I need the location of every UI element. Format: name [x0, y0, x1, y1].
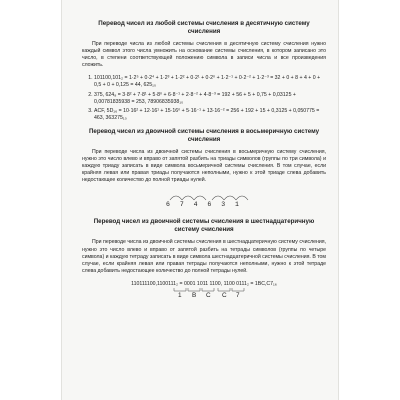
section3-text: При переводе числа из двоичной системы счисления в шестнадцатеричную систему счисления, нужно это число влево и вправо от запятой разбить на тетрады символов (группы по четыре символа) и каждую тетраду записать в виде символа шестнадцатеричной системы счисления. В том случае, если крайняя левая или правая тетрады получаются неполными, нужно к этой тетраде слева добавить недостающее количество до полной тетрады нулей. [82, 239, 326, 274]
hex-digit-3: C [206, 291, 211, 299]
page-content [82, 20, 326, 303]
hex-digit-4: C [222, 291, 227, 299]
example-octal: 2. 375, 624₈ = 3·8² + 7·8¹ + 5·8⁰ + 6·8⁻¹ + 2·8⁻² + 4·8⁻³ = 192 + 56 + 5 + 0,75 + 0,03125 + 0,00781835938 = 253, 78906835938₁₀ [94, 92, 326, 106]
hex-digit-1: 1 [178, 291, 182, 299]
section1-intro: При переводе числа из любой системы счисления в десятичную систему счисления нужно каждый символ этого числа умножить на основание системы счисления, в котором записано это число, в степени соответствующей положению символа в записи числа и все произведения сложить. [82, 41, 326, 69]
section1-title: Перевод чисел из любой системы счисления в десятичную систему счисления [98, 20, 310, 35]
example-binary: 1. 101100,101₂ = 1·2⁵ + 0·2⁴ + 1·2³ + 1·2² + 0·2¹ + 0·2⁰ + 1·2⁻¹ + 0·2⁻² + 1·2⁻³ = 32 + 0 + 8 + 4 + 0 + 0,5 + 0 + 0,125 = 44, 625₁₀ [94, 75, 326, 89]
hex-equation: 110111100,1100111₂ = 0001 1011 1100, 1100 0111₂ = 1BC,C7₁₆ [131, 280, 277, 287]
hex-groups-diagram [82, 288, 326, 303]
example-hex: 3. ACF, 5D₁₆ = 10·16² + 12·16¹ + 15·16⁰ + 5·16⁻¹ + 13·16⁻² = 256 + 192 + 15 + 0,3125 + 0,050775 = 463, 363275₁₀ [94, 108, 326, 122]
octal-digits: 6 7 4 6 3 1 [166, 201, 242, 209]
book-page [62, 0, 338, 400]
section2-title: Перевод чисел из двоичной системы счисления в восьмеричную систему счисления [88, 127, 320, 143]
hex-digit-5: 7 [236, 291, 240, 299]
section1-examples [82, 75, 326, 122]
section3-title: Перевод чисел из двоичной системы счисления в шестнадцатеричную систему счисления [93, 218, 315, 234]
hex-digit-2: B [192, 291, 197, 299]
tetrad-brackets [82, 288, 326, 293]
section2-text: При переводе числа из двоичной системы счисления в восьмеричную систему счисления, нужно это число влево и вправо от запятой разбить на триады символов (группы по три символа) и каждую триаду записать в виде символа восьмеричной системы счисления. В том случае, если крайняя левая или правая триады получаются неполными, нужно к этой триаде слева добавить недостающее количество до полной триады нулей. [82, 148, 326, 184]
octal-triads-diagram [82, 190, 326, 212]
